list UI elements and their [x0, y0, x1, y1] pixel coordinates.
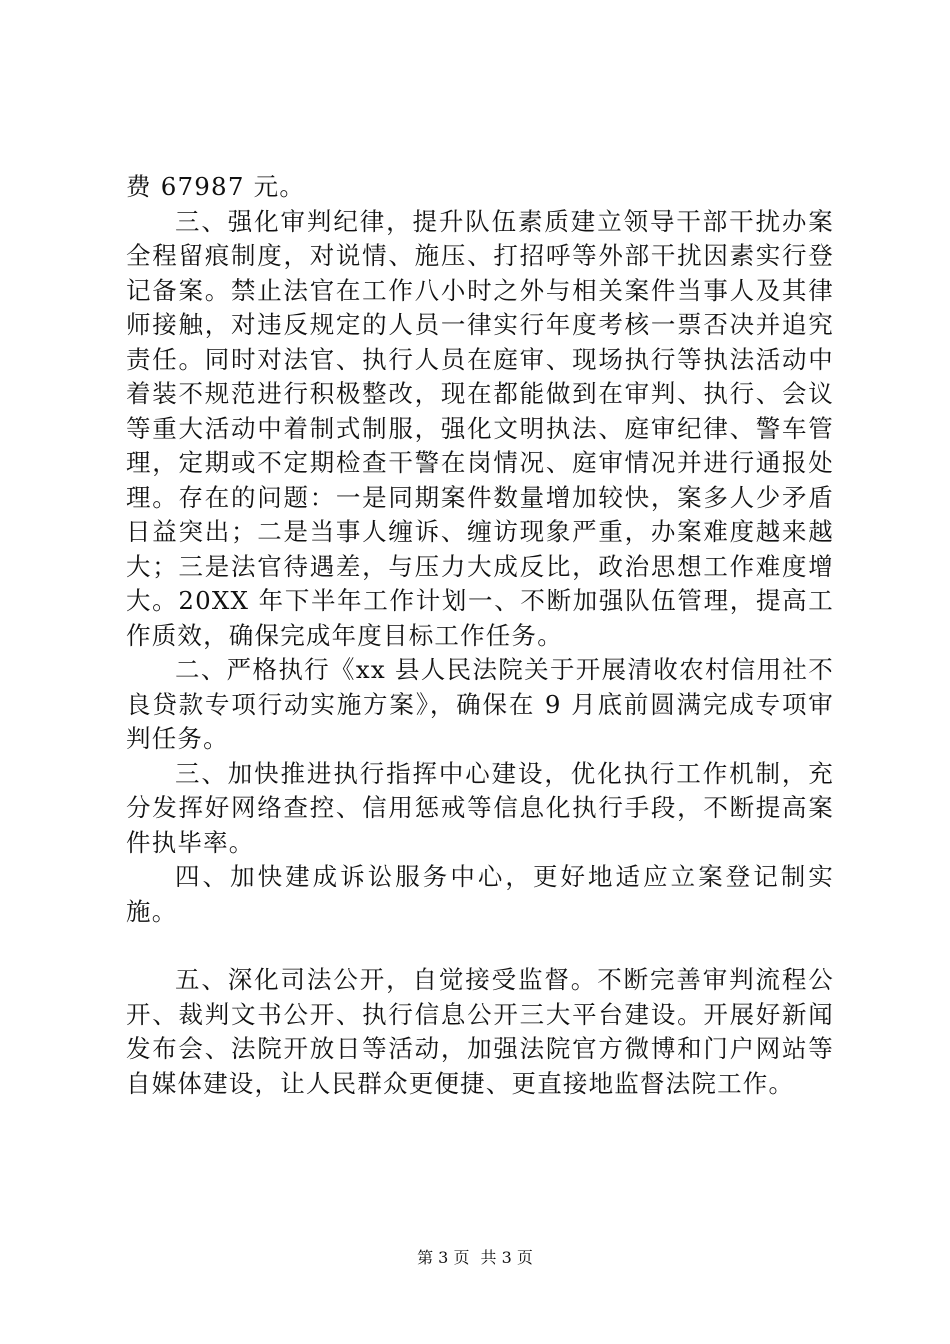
paragraph-plan-four: 四、加快建成诉讼服务中心，更好地适应立案登记制实施。: [126, 862, 834, 926]
page-footer: [0, 1245, 950, 1268]
paragraph-plan-five: 五、深化司法公开，自觉接受监督。不断完善审判流程公开、裁判文书公开、执行信息公开三大平台建设。开展好新闻发布会、法院开放日等活动，加强法院官方微博和门户网站等自媒体建设，让人民群众更便捷、更直接地监督法院工作。: [126, 965, 834, 1098]
document-body: [126, 170, 834, 1101]
paragraph-plan-three: 三、加快推进执行指挥中心建设，优化执行工作机制，充分发挥好网络查控、信用惩戒等信息化执行手段，不断提高案件执毕率。: [126, 758, 834, 857]
paragraph-continuation: 费 67987 元。: [126, 172, 306, 201]
paragraph-plan-two: 二、严格执行《xx 县人民法院关于开展清收农村信用社不良贷款专项行动实施方案》，确保在 9 月底前圆满完成专项审判任务。: [126, 655, 834, 753]
page-number: 第 3 页: [417, 1248, 470, 1267]
page-total: 共 3 页: [480, 1248, 533, 1267]
paragraph-discipline: 三、强化审判纪律，提升队伍素质建立领导干部干扰办案全程留痕制度，对说情、施压、打招呼等外部干扰因素实行登记备案。禁止法官在工作八小时之外与相关案件当事人及其律师接触，对违反规定的人员一律实行年度考核一票否决并追究责任。同时对法官、执行人员在庭审、现场执行等执法活动中着装不规范进行积极整改，现在都能做到在审判、执行、会议等重大活动中着制式制服，强化文明执法、庭审纪律、警车管理，定期或不定期检查干警在岗情况、庭审情况并进行通报处理。存在的问题：一是同期案件数量增加较快，案多人少矛盾日益突出；二是当事人缠诉、缠访现象严重，办案难度越来越大；三是法官待遇差，与压力大成反比，政治思想工作难度增大。20XX 年下半年工作计划一、不断加强队伍管理，提高工作质效，确保完成年度目标工作任务。: [126, 206, 834, 650]
